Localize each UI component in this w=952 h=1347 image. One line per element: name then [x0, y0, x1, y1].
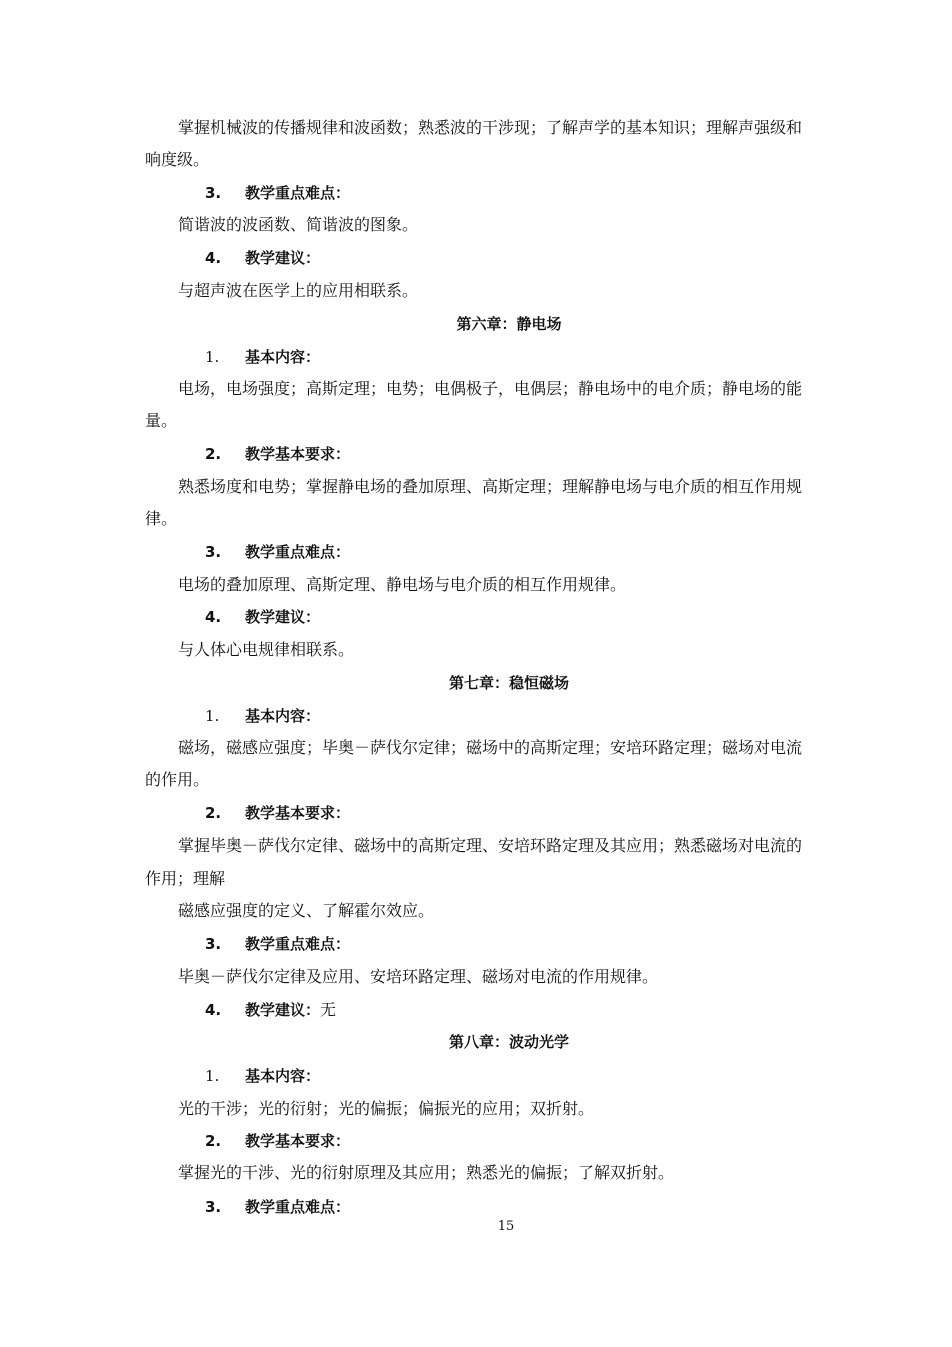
section-label: 教学基本要求：: [245, 445, 351, 463]
paragraph-line: 作用；理解: [145, 869, 226, 888]
paragraph-line: 掌握机械波的传播规律和波函数；熟悉波的干涉现；了解声学的基本知识；理解声强级和: [178, 118, 803, 137]
section-number: 2.: [205, 445, 222, 463]
section-number: 3.: [205, 543, 222, 561]
paragraph-line: 与超声波在医学上的应用相联系。: [178, 281, 419, 300]
section-number: 1.: [205, 348, 220, 366]
paragraph-line: 熟悉场度和电势；掌握静电场的叠加原理、高斯定理；理解静电场与电介质的相互作用规: [178, 477, 803, 496]
section-heading: [205, 706, 320, 726]
paragraph-line: 磁感应强度的定义、了解霍尔效应。: [178, 901, 435, 920]
section-number: 2.: [205, 804, 222, 822]
paragraph-line: 电场的叠加原理、高斯定理、静电场与电介质的相互作用规律。: [178, 575, 627, 594]
section-number: 4.: [205, 1001, 222, 1019]
section-number: 4.: [205, 249, 222, 267]
paragraph-line: 的作用。: [145, 770, 210, 789]
section-number: 4.: [205, 608, 222, 626]
section-label: 教学重点难点：: [245, 935, 351, 953]
paragraph-line: 光的干涉；光的衍射；光的偏振；偏振光的应用；双折射。: [178, 1099, 595, 1118]
section-heading: [205, 1131, 350, 1151]
section-label: 教学重点难点：: [245, 543, 351, 561]
section-heading: [205, 803, 350, 823]
section-label: 基本内容：: [245, 348, 321, 366]
section-number: 1.: [205, 1067, 220, 1085]
section-label: 教学建议：: [245, 249, 321, 267]
paragraph-line: 与人体心电规律相联系。: [178, 640, 355, 659]
section-heading: [205, 1000, 336, 1020]
section-heading: [205, 444, 350, 464]
paragraph-line: 简谐波的波函数、简谐波的图象。: [178, 215, 419, 234]
paragraph-line: 掌握毕奥－萨伐尔定律、磁场中的高斯定理、安培环路定理及其应用；熟悉磁场对电流的: [178, 836, 803, 855]
section-number: 3.: [205, 184, 222, 202]
paragraph-line: 律。: [145, 509, 178, 528]
section-label: 教学基本要求：: [245, 1132, 351, 1150]
section-heading: [205, 542, 350, 562]
section-heading: [205, 1197, 350, 1217]
section-heading: [205, 607, 320, 627]
chapter-title: 第八章：波动光学: [448, 1033, 569, 1051]
section-label: 教学建议：: [245, 608, 321, 626]
section-number: 2.: [205, 1132, 222, 1150]
chapter-title: 第七章：稳恒磁场: [448, 674, 569, 692]
paragraph-line: 电场，电场强度；高斯定理；电势；电偶极子，电偶层；静电场中的电介质；静电场的能: [178, 379, 803, 398]
paragraph-line: 磁场，磁感应强度；毕奥－萨伐尔定律；磁场中的高斯定理；安培环路定理；磁场对电流: [178, 738, 803, 757]
paragraph-line: 响度级。: [145, 150, 210, 169]
section-label: 教学基本要求：: [245, 804, 351, 822]
paragraph-line: 掌握光的干涉、光的衍射原理及其应用；熟悉光的偏振；了解双折射。: [178, 1163, 675, 1182]
section-label: 教学建议：: [245, 1001, 321, 1019]
section-value: 无: [320, 1000, 337, 1019]
section-label: 教学重点难点：: [245, 184, 351, 202]
section-heading: [205, 183, 350, 203]
section-heading: [205, 347, 320, 367]
section-label: 基本内容：: [245, 1067, 321, 1085]
section-number: 1.: [205, 707, 220, 725]
section-heading: [205, 248, 320, 268]
paragraph-line: 量。: [145, 411, 178, 430]
section-number: 3.: [205, 1198, 222, 1216]
page-number: 15: [497, 1219, 515, 1234]
section-heading: [205, 934, 350, 954]
section-label: 基本内容：: [245, 707, 321, 725]
section-heading: [205, 1066, 320, 1086]
section-label: 教学重点难点：: [245, 1198, 351, 1216]
chapter-title: 第六章：静电场: [456, 315, 562, 333]
section-number: 3.: [205, 935, 222, 953]
paragraph-line: 毕奥－萨伐尔定律及应用、安培环路定理、磁场对电流的作用规律。: [178, 967, 659, 986]
